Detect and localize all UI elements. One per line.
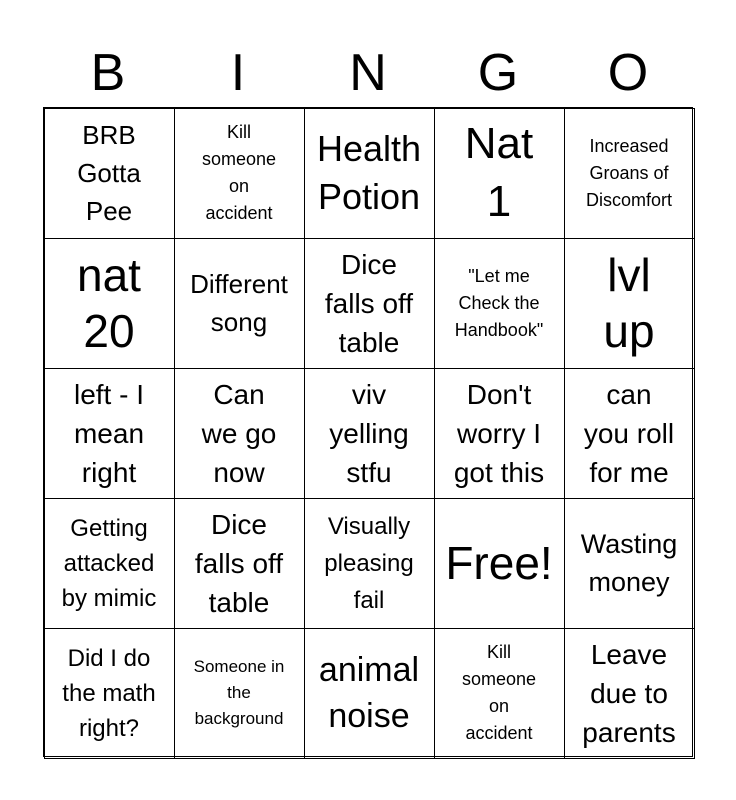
- cell-text: Health Potion: [316, 128, 422, 217]
- cell-text: "Let me Check the Handbook": [454, 265, 544, 340]
- bingo-cell[interactable]: [44, 368, 175, 499]
- cell-text: Did I do the math right?: [62, 644, 156, 742]
- bingo-cell[interactable]: [564, 628, 695, 759]
- bingo-cell[interactable]: [174, 238, 305, 369]
- cell-text: Visually pleasing fail: [324, 512, 414, 614]
- bingo-header: [43, 40, 693, 106]
- bingo-cell[interactable]: [44, 498, 175, 629]
- cell-text: Dice falls off table: [324, 248, 414, 358]
- cell-text: Wasting money: [580, 529, 678, 597]
- bingo-cell[interactable]: [434, 368, 565, 499]
- bingo-cell[interactable]: [434, 628, 565, 759]
- cell-text: Nat 1: [464, 119, 534, 226]
- bingo-cell[interactable]: [174, 108, 305, 239]
- bingo-cell[interactable]: [174, 368, 305, 499]
- cell-text: viv yelling stfu: [329, 378, 409, 488]
- cell-text: BRB Gotta Pee: [77, 120, 141, 226]
- bingo-cell[interactable]: [44, 238, 175, 369]
- cell-text: Kill someone on accident: [461, 642, 537, 743]
- cell-text: Don't worry I got this: [453, 378, 545, 488]
- header-letter-g: G: [477, 44, 519, 102]
- cell-text: left - I mean right: [73, 378, 145, 488]
- cell-text: Increased Groans of Discomfort: [585, 135, 672, 210]
- bingo-cell[interactable]: [174, 498, 305, 629]
- free-space-cell[interactable]: [434, 498, 565, 629]
- header-letter-n: N: [349, 44, 387, 102]
- bingo-cell[interactable]: [304, 498, 435, 629]
- bingo-cell[interactable]: [44, 628, 175, 759]
- cell-text: Someone in the background: [193, 657, 285, 728]
- bingo-cell[interactable]: [564, 108, 695, 239]
- cell-text: can you roll for me: [583, 378, 675, 488]
- bingo-cell[interactable]: [304, 238, 435, 369]
- cell-text: animal noise: [318, 651, 420, 735]
- free-space-label: Free!: [445, 537, 553, 589]
- cell-text: lvl up: [603, 249, 655, 357]
- bingo-cell[interactable]: [564, 368, 695, 499]
- header-letter-i: I: [230, 44, 246, 102]
- bingo-cell[interactable]: [564, 238, 695, 369]
- cell-text: Different song: [190, 269, 288, 337]
- bingo-cell[interactable]: [564, 498, 695, 629]
- cell-text: Leave due to parents: [582, 638, 676, 748]
- cell-text: Dice falls off table: [194, 508, 284, 618]
- header-letter-o: O: [607, 44, 649, 102]
- bingo-cell[interactable]: [304, 628, 435, 759]
- bingo-cell[interactable]: [44, 108, 175, 239]
- bingo-cell[interactable]: [304, 108, 435, 239]
- bingo-cell[interactable]: [434, 238, 565, 369]
- bingo-cell[interactable]: [434, 108, 565, 239]
- cell-text: Kill someone on accident: [201, 122, 277, 223]
- bingo-cell[interactable]: [174, 628, 305, 759]
- header-letter-b: B: [90, 44, 126, 102]
- bingo-cell[interactable]: [304, 368, 435, 499]
- bingo-board: [43, 107, 693, 757]
- cell-text: Getting attacked by mimic: [61, 514, 157, 612]
- cell-text: nat 20: [77, 249, 141, 357]
- cell-text: Can we go now: [201, 378, 277, 488]
